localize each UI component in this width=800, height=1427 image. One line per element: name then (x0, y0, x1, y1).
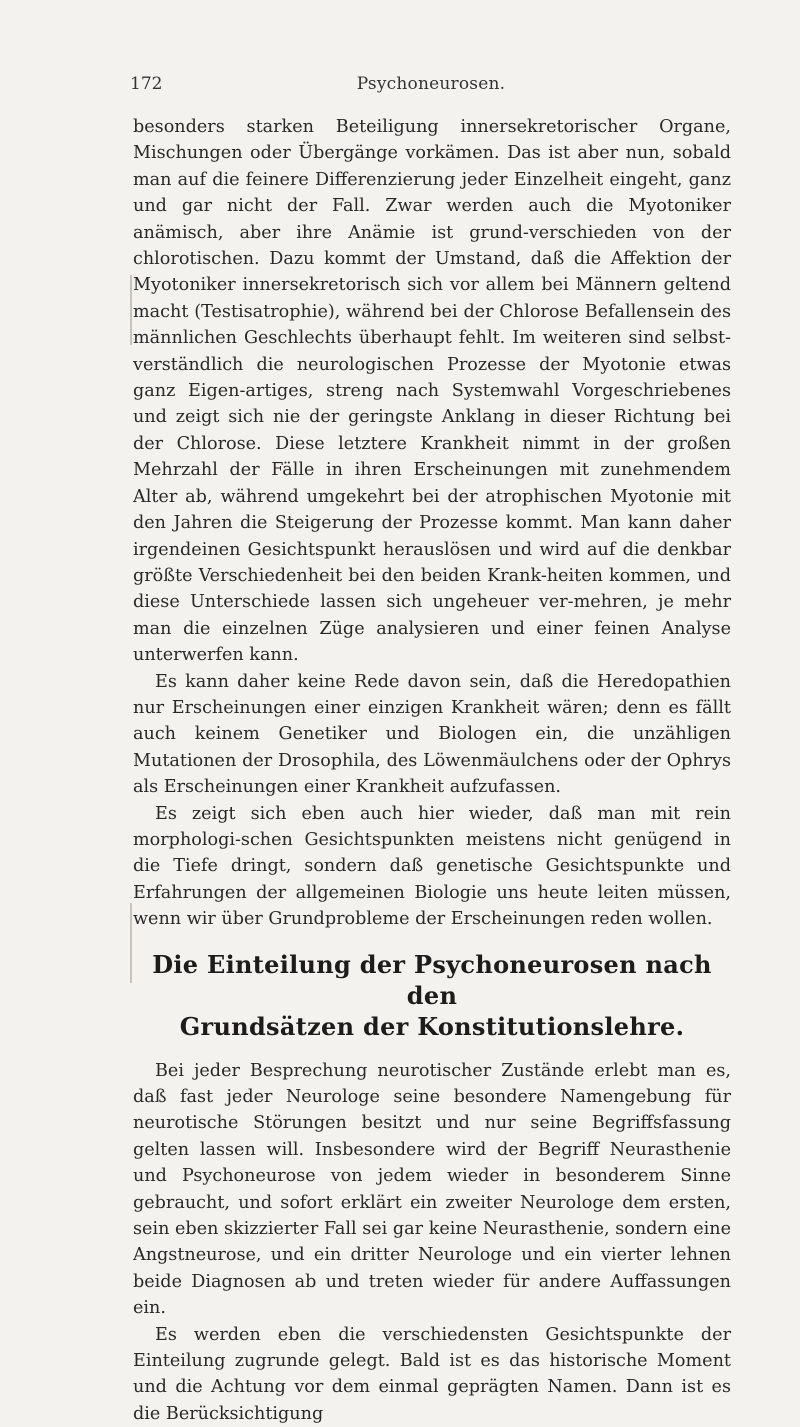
body-text (133, 114, 731, 1427)
section-heading-line: Die Einteilung der Psychoneurosen nach den (152, 949, 712, 1010)
paragraph: besonders starken Beteiligung innersekretorischer Organe, Mischungen oder Übergänge vorkämen. Das ist aber nun, sobald man auf die feinere Differenzierung jeder Einzelheit eingeht, ganz und gar nicht der Fall. Zwar werden auch die Myotoniker anämisch, aber ihre Anämie ist grund-verschieden von der chlorotischen. Dazu kommt der Umstand, daß die Affektion der Myotoniker innersekretorisch sich vor allem bei Männern geltend macht (Testisatrophie), während bei der Chlorose Befallensein des männlichen Geschlechts überhaupt fehlt. Im weiteren sind selbst-verständlich die neurologischen Prozesse der Myotonie etwas ganz Eigen-artiges, streng nach Systemwahl Vorgeschriebenes und zeigt sich nie der geringste Anklang in dieser Richtung bei der Chlorose. Diese letztere Krankheit nimmt in der großen Mehrzahl der Fälle in ihren Erscheinungen mit zunehmendem Alter ab, während umgekehrt bei der atrophischen Myotonie mit den Jahren die Steigerung der Prozesse kommt. Man kann daher irgendeinen Gesichtspunkt herauslösen und wird auf die denkbar größte Verschiedenheit bei den beiden Krank-heiten kommen, und diese Unterschiede lassen sich ungeheuer ver-mehren, je mehr man die einzelnen Züge analysieren und einer feinen Analyse unterwerfen kann. (133, 117, 731, 666)
running-head (130, 74, 732, 98)
paragraph: Es werden eben die verschiedensten Gesichtspunkte der Einteilung zugrunde gelegt. Bald ist es das historische Moment und die Achtung vor dem einmal geprägten Namen. Dann ist es die Berücksichtigung (133, 1324, 731, 1424)
running-title: Psychoneurosen. (356, 74, 506, 94)
scan-mark (130, 903, 132, 983)
scan-mark (130, 275, 132, 345)
paragraph: Es kann daher keine Rede davon sein, daß die Heredopathien nur Erscheinungen einer einzigen Krankheit wären; denn es fällt auch keinem Genetiker und Biologen ein, die unzähligen Mutationen der Drosophila, des Löwenmäulchens oder der Ophrys als Erscheinungen einer Krankheit aufzufassen. (133, 671, 731, 798)
section-heading (133, 949, 731, 1042)
page-number: 172 (130, 74, 163, 94)
paragraph: Bei jeder Besprechung neurotischer Zustände erlebt man es, daß fast jeder Neurologe seine besondere Namengebung für neurotische Störungen besitzt und nur seine Begriffsfassung gelten lassen will. Insbesondere wird der Begriff Neurasthenie und Psychoneurose von jedem wieder in besonderem Sinne gebraucht, und sofort erklärt ein zweiter Neurologe dem ersten, sein eben skizzierter Fall sei gar keine Neurasthenie, sondern eine Angstneurose, und ein dritter Neurologe und ein vierter lehnen beide Diagnosen ab und treten wieder für andere Auffassungen ein. (133, 1060, 731, 1319)
section-heading-line: Grundsätzen der Konstitutionslehre. (179, 1011, 685, 1041)
paragraph: Es zeigt sich eben auch hier wieder, daß man mit rein morphologi-schen Gesichtspunkten meistens nicht genügend in die Tiefe dringt, sondern daß genetische Gesichtspunkte und Erfahrungen der allgemeinen Biologie uns heute leiten müssen, wenn wir über Grundprobleme der Erscheinungen reden wollen. (133, 803, 731, 930)
